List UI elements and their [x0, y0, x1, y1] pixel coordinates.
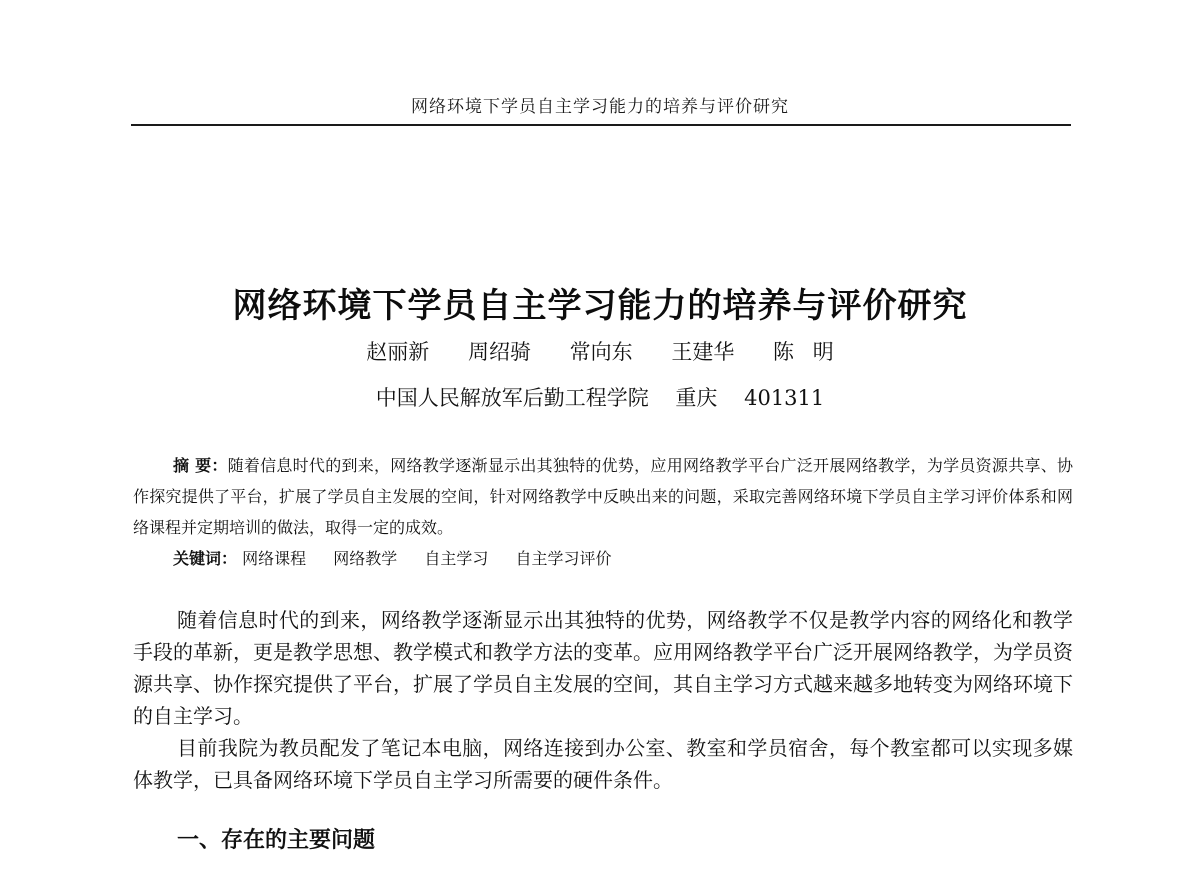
- keyword: 自主学习: [424, 549, 489, 568]
- affiliation-city: 重庆: [675, 386, 718, 410]
- keywords: [173, 543, 1073, 574]
- section-heading: 一、存在的主要问题: [177, 828, 376, 853]
- affiliation-postcode: 401311: [744, 386, 825, 410]
- running-header: 网络环境下学员自主学习能力的培养与评价研究: [411, 97, 789, 117]
- keyword: 自主学习评价: [515, 549, 612, 568]
- abstract-label: 摘 要：: [173, 456, 228, 475]
- author-name: 王建华: [671, 340, 735, 364]
- keywords-label: 关键词：: [173, 549, 238, 568]
- author-list: [0, 336, 1200, 366]
- author-name: 周绍骑: [467, 340, 531, 364]
- author-name: 赵丽新: [366, 340, 430, 364]
- affiliation-institution: 中国人民解放军后勤工程学院: [375, 386, 649, 410]
- header-rule: [131, 124, 1071, 126]
- body-paragraph: 随着信息时代的到来，网络教学逐渐显示出其独特的优势，网络教学不仅是教学内容的网络化和教学手段的革新，更是教学思想、教学模式和教学方法的变革。应用网络教学平台广泛开展网络教学，为学员资源共享、协作探究提供了平台，扩展了学员自主发展的空间，其自主学习方式越来越多地转变为网络环境下的自主学习。: [133, 608, 1073, 728]
- author-name: 常向东: [569, 340, 633, 364]
- paper-title: 网络环境下学员自主学习能力的培养与评价研究: [232, 286, 968, 326]
- author-name: 陈 明: [773, 340, 834, 364]
- abstract-text: 随着信息时代的到来，网络教学逐渐显示出其独特的优势，应用网络教学平台广泛开展网络教学，为学员资源共享、协作探究提供了平台，扩展了学员自主发展的空间，针对网络教学中反映出来的问题，采取完善网络环境下学员自主学习评价体系和网络课程并定期培训的做法，取得一定的成效。: [133, 456, 1073, 537]
- keyword: 网络课程: [242, 549, 307, 568]
- keyword: 网络教学: [333, 549, 398, 568]
- abstract: [133, 450, 1073, 543]
- affiliation: [0, 382, 1200, 412]
- body-paragraph: 目前我院为教员配发了笔记本电脑，网络连接到办公室、教室和学员宿舍，每个教室都可以实现多媒体教学，已具备网络环境下学员自主学习所需要的硬件条件。: [133, 736, 1073, 792]
